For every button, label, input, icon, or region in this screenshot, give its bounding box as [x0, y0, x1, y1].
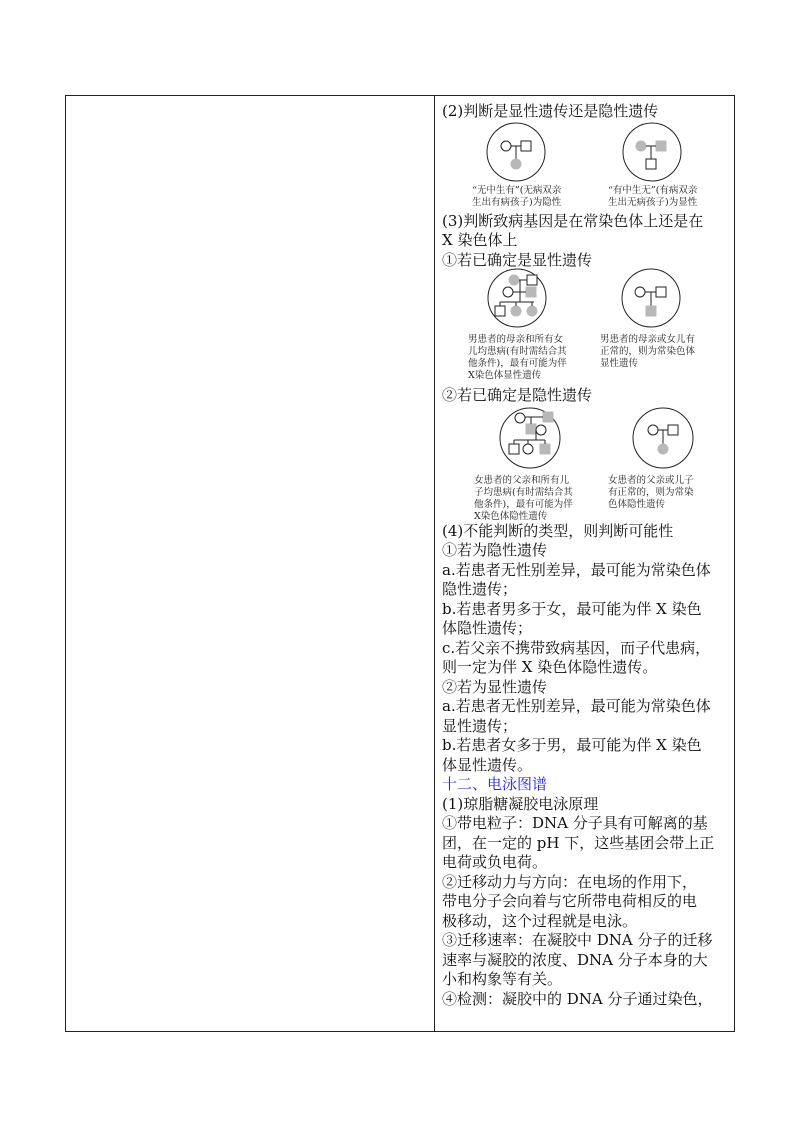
pedigree-autosomal-recessive — [633, 408, 693, 468]
subheading-recessive: ②若已确定是隐性遗传 — [442, 386, 593, 404]
subheading-dominant: ①若已确定是显性遗传 — [442, 250, 593, 269]
text-line: 电荷或负电荷。 — [442, 853, 548, 871]
text-line: (1)琼脂糖凝胶电泳原理 — [442, 794, 599, 813]
heading-autosome-or-x-cont: X 染色体上 — [442, 231, 518, 249]
text-line: 小和构象等有关。 — [442, 970, 563, 988]
right-column — [442, 102, 732, 1009]
pedigree-dominant — [623, 123, 681, 181]
section-title-electrophoresis: 十二、电泳图谱 — [442, 775, 548, 793]
pedigree-recessive — [487, 123, 545, 181]
text-line: ②若为显性遗传 — [442, 677, 548, 696]
heading-autosome-or-x: (3)判断致病基因是在常染色体上还是在 — [442, 211, 704, 230]
text-line: ④检测：凝胶中的 DNA 分子通过染色， — [442, 989, 713, 1008]
caption-recessive: “无中生有”(无病双亲 生出有病孩子)为隐性 — [472, 184, 562, 208]
text-line: 带电分子会向着与它所带电荷相反的电 — [442, 892, 698, 910]
caption-dominant: “有中生无”(有病双亲 生出无病孩子)为显性 — [608, 184, 698, 208]
caption-x-dominant: 男患者的母亲和所有女 儿均患病(有时需结合其 他条件)，最有可能为伴 X染色体显性遗传 — [468, 334, 567, 381]
text-line: ②迁移动力与方向：在电场的作用下， — [442, 872, 698, 891]
text-line: 隐性遗传； — [442, 580, 518, 598]
pedigree-figure-1 — [442, 122, 732, 212]
text-line: a.若患者无性别差异，最可能为常染色体 — [442, 697, 711, 715]
text-line: ①带电粒子：DNA 分子具有可解离的基 — [442, 814, 708, 832]
caption-autosomal-dominant: 男患者的母亲或女儿有 正常的，则为常染色体 显性遗传 — [600, 334, 696, 369]
text-line: b.若患者男多于女，最可能为伴 X 染色 — [442, 599, 702, 618]
heading-dominant-recessive: (2)判断是显性遗传还是隐性遗传 — [442, 102, 659, 120]
content-table — [65, 95, 735, 1032]
caption-autosomal-recessive: 女患者的父亲或儿子 有正常的，则为常染 色体隐性遗传 — [608, 474, 694, 510]
text-line: b.若患者女多于男，最可能为伴 X 染色 — [442, 736, 702, 754]
text-line: a.若患者无性别差异，最可能为常染色体 — [442, 560, 711, 579]
text-line: 团，在一定的 pH 下，这些基团会带上正 — [442, 833, 715, 852]
text-line: 体显性遗传。 — [442, 755, 533, 774]
pedigree-autosomal-dominant — [622, 269, 680, 327]
text-line: 则一定为伴 X 染色体隐性遗传。 — [442, 658, 658, 676]
text-line: 显性遗传； — [442, 716, 518, 735]
pedigree-x-recessive — [500, 408, 560, 468]
text-line: ③迁移速率：在凝胶中 DNA 分子的迁移 — [442, 931, 713, 949]
inference-text — [442, 522, 732, 776]
pedigree-figure-2 — [442, 270, 732, 386]
text-line: 速率与凝胶的浓度、DNA 分子本身的大 — [442, 950, 708, 969]
text-line: c.若父亲不携带致病基因，而子代患病， — [442, 638, 711, 657]
text-line: 体隐性遗传； — [442, 619, 533, 637]
caption-x-recessive: 女患者的父亲和所有儿 子均患病(有时需结合其 他条件)，最有可能为伴 X染色体隐性遗传 — [474, 474, 573, 522]
pedigree-x-dominant — [488, 269, 546, 327]
column-divider — [434, 96, 435, 1031]
text-line: ①若为隐性遗传 — [442, 541, 548, 559]
text-line: (4)不能判断的类型，则判断可能性 — [442, 521, 674, 540]
pedigree-figure-3 — [442, 406, 732, 522]
text-line: 极移动，这个过程就是电泳。 — [442, 911, 638, 930]
electrophoresis-text — [442, 795, 732, 1010]
